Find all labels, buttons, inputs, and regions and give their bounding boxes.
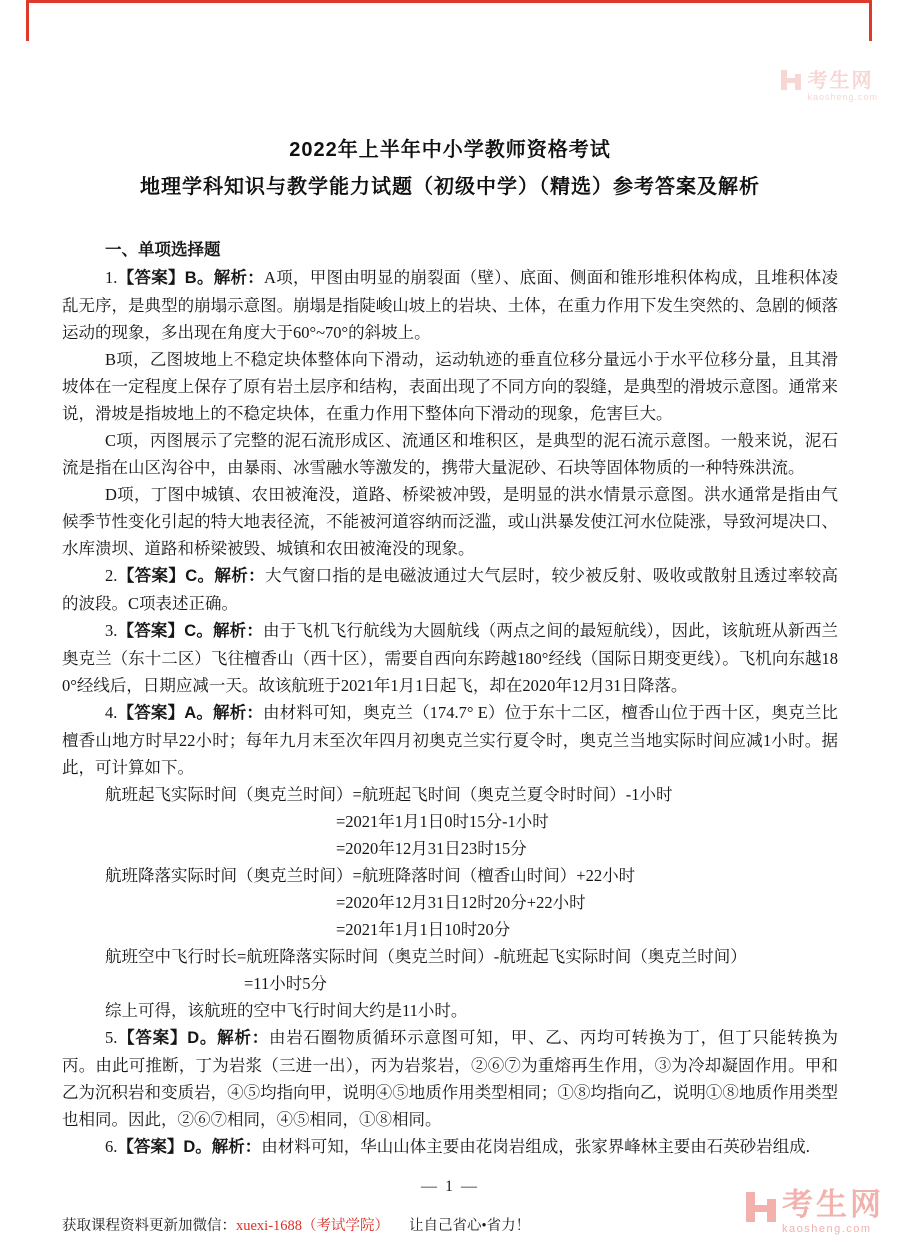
footer-note-contact: xuexi-1688（考试学院） <box>236 1218 390 1234</box>
page-border-tick-right <box>869 0 872 41</box>
answer-1-option-b <box>62 346 838 427</box>
text-segment: C。 <box>184 622 213 640</box>
calc-line-4 <box>62 862 838 889</box>
text-segment: 航班空中飞行时长=航班降落实际时间（奥克兰时间）-航班起飞实际时间（奥克兰时间） <box>105 947 747 966</box>
watermark-domain: kaosheng.com <box>807 92 878 102</box>
calc-line-3 <box>62 835 838 862</box>
text-segment: 解析： <box>217 1029 269 1047</box>
page-border-top <box>26 0 872 3</box>
answer-4-summary <box>62 997 838 1024</box>
text-segment: =2020年12月31日12时20分+22小时 <box>336 893 586 912</box>
answer-4 <box>62 699 838 781</box>
text-segment: C。 <box>185 567 215 585</box>
text-segment: 【答案】 <box>117 269 185 287</box>
text-segment: 解析： <box>213 269 265 287</box>
text-segment: =11小时5分 <box>244 974 327 993</box>
document-header <box>0 132 900 206</box>
text-segment: 航班起飞实际时间（奥克兰时间）=航班起飞时间（奥克兰夏令时时间）-1小时 <box>105 785 673 804</box>
text-segment: 大气窗口指的是电磁波通过大气层时，较少被反射、吸收或散射且透过率较高的波段。C项表述正确。 <box>62 566 839 613</box>
text-segment: 由材料可知，华山山体主要由花岗岩组成，张家界峰林主要由石英砂岩组成. <box>261 1137 810 1156</box>
text-segment: 【答案】 <box>117 704 185 722</box>
text-segment: 5. <box>105 1028 118 1047</box>
text-segment: B项，乙图坡地上不稳定块体整体向下滑动，运动轨迹的垂直位移分量远小于水平位移分量，且其滑坡体在一定程度上保存了原有岩土层序和结构，表面出现了不同方向的裂缝，是典型的滑坡示意图。通常来说，滑坡是指坡地上的不稳定块体，在重力作用下整体向下滑动的现象，危害巨大。 <box>62 350 838 423</box>
page-number: — 1 — <box>421 1178 479 1195</box>
text-segment: 2. <box>105 566 118 585</box>
watermark-domain: kaosheng.com <box>782 1223 872 1235</box>
answer-2 <box>62 562 838 617</box>
answer-paragraphs <box>62 264 838 1161</box>
answer-5 <box>62 1024 838 1133</box>
text-segment: B。 <box>184 269 214 287</box>
text-segment: 【答案】 <box>117 622 185 640</box>
text-segment: 由岩石圈物质循环示意图可知，甲、乙、丙均可转换为丁，但丁只能转换为丙。由此可推断，丁为岩浆（三进一出），丙为岩浆岩，②⑥⑦为重熔再生作用，③为冷却凝固作用。甲和乙为沉积岩和变质岩，④⑤均指向甲，说明④⑤地质作用类型相同；①⑧均指向乙，说明①⑧地质作用类型也相同。因此，②⑥⑦相同，④⑤相同，①⑧相同。 <box>62 1028 839 1129</box>
text-segment: 由于飞机飞行航线为大圆航线（两点之间的最短航线），因此，该航班从新西兰奥克兰（东十二区）飞往檀香山（西十区），需要自西向东跨越180°经线（国际日期变更线）。飞机向东越180°经线后，日期应减一天。故该航班于2021年1月1日起飞，却在2020年12月31日降落。 <box>62 621 839 695</box>
watermark-top <box>781 70 878 103</box>
footer-note-prefix: 获取课程资料更新加微信： <box>62 1218 236 1234</box>
text-segment: C项，丙图展示了完整的泥石流形成区、流通区和堆积区，是典型的泥石流示意图。一般来说，泥石流是指在山区沟谷中，由暴雨、冰雪融水等激发的，携带大量泥砂、石块等固体物质的一种特殊洪流。 <box>62 431 838 477</box>
text-segment: D项，丁图中城镇、农田被淹没，道路、桥梁被冲毁，是明显的洪水情景示意图。洪水通常是指由气候季节性变化引起的特大地表径流，不能被河道容纳而泛滥，或山洪暴发使江河水位陡涨，导致河堤决口、水库溃坝、道路和桥梁被毁、城镇和农田被淹没的现象。 <box>62 485 838 558</box>
calc-line-1 <box>62 781 838 808</box>
calc-line-2 <box>62 808 838 835</box>
watermark-text <box>807 70 878 103</box>
text-segment: =2021年1月1日10时20分 <box>336 920 511 939</box>
watermark-name: 考生网 <box>782 1187 884 1222</box>
text-segment: =2020年12月31日23时15分 <box>336 839 527 858</box>
text-segment: 解析： <box>211 1138 262 1156</box>
text-segment: D。 <box>187 1029 218 1047</box>
kaosheng-logo-icon <box>746 1192 776 1222</box>
text-segment: =2021年1月1日0时15分-1小时 <box>336 812 549 831</box>
text-segment: 3. <box>105 621 118 640</box>
answer-1-option-c <box>62 427 838 481</box>
document-content <box>0 237 900 1161</box>
page-border-tick-left <box>26 0 29 41</box>
calc-line-6 <box>62 916 838 943</box>
watermark-name: 考生网 <box>807 70 874 92</box>
calc-line-8 <box>62 970 838 997</box>
text-segment: A项，甲图由明显的崩裂面（壁）、底面、侧面和锥形堆积体构成，且堆积体凌乱无序，是典型的崩塌示意图。崩塌是指陡峻山坡上的岩块、土体，在重力作用下发生突然的、急剧的倾落运动的现象，多出现在角度大于60°~70°的斜坡上。 <box>62 268 839 342</box>
text-segment: D。 <box>183 1138 212 1156</box>
answer-1-option-d <box>62 481 838 562</box>
text-segment: 解析： <box>214 567 265 585</box>
text-segment: 航班降落实际时间（奥克兰时间）=航班降落时间（檀香山时间）+22小时 <box>105 866 636 885</box>
answer-3 <box>62 617 838 699</box>
calc-line-5 <box>62 889 838 916</box>
text-segment: 由材料可知，奥克兰（174.7° E）位于东十二区，檀香山位于西十区，奥克兰比檀香山地方时早22小时；每年九月末至次年四月初奥克兰实行夏令时，奥克兰当地实际时间应减1小时。据此，可计算如下。 <box>62 703 839 777</box>
text-segment: A。 <box>184 704 214 722</box>
footer-note-suffix: 让自己省心•省力！ <box>409 1218 531 1234</box>
text-segment: 【答案】 <box>117 1029 188 1047</box>
title-line-2: 地理学科知识与教学能力试题（初级中学）（精选）参考答案及解析 <box>140 176 760 198</box>
kaosheng-logo-icon <box>781 70 801 90</box>
answer-6 <box>62 1133 838 1161</box>
footer-note <box>62 1216 530 1236</box>
section-heading: 一、单项选择题 <box>105 241 221 259</box>
text-segment: 综上可得，该航班的空中飞行时间大约是11小时。 <box>105 1001 468 1020</box>
text-segment: 【答案】 <box>117 567 186 585</box>
text-segment: 解析： <box>213 622 264 640</box>
answer-1-option-a <box>62 264 838 346</box>
calc-line-7 <box>62 943 838 970</box>
text-segment: 【答案】 <box>117 1138 184 1156</box>
text-segment: 6. <box>105 1137 118 1156</box>
text-segment: 1. <box>105 268 118 287</box>
text-segment: 4. <box>105 703 118 722</box>
text-segment: 解析： <box>213 704 264 722</box>
title-line-1: 2022年上半年中小学教师资格考试 <box>289 139 611 161</box>
